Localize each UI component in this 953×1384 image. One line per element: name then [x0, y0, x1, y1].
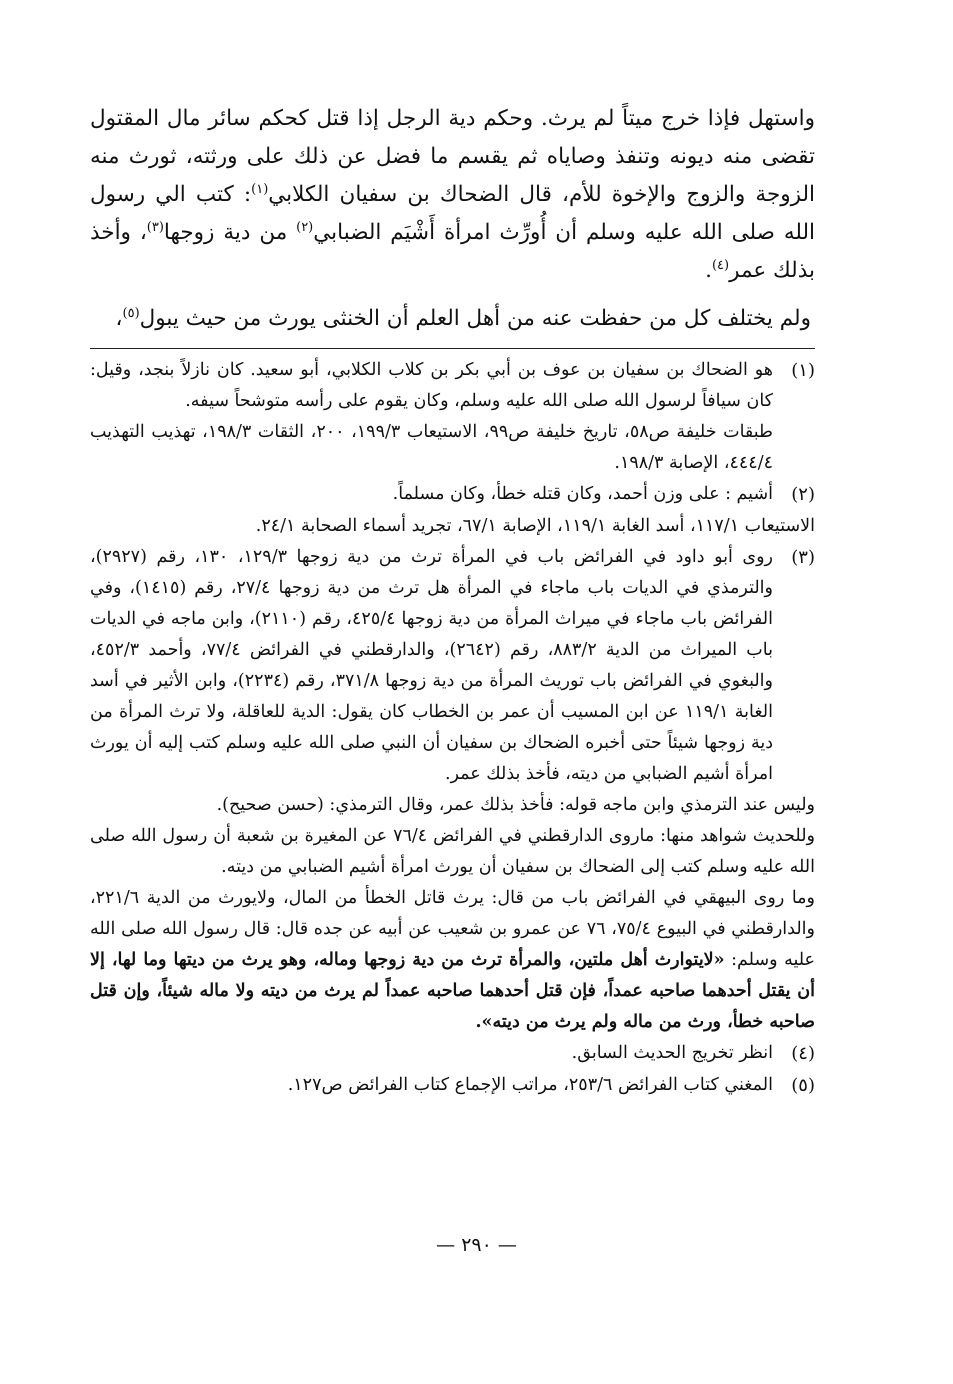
para1-text: واستهل فإذا خرج ميتاً لم يرث. وحكم دية الرجل إذا قتل كحكم سائر مال المقتول تقضى منه ديونه وتنفذ وصاياه ثم يقسم ما فضل عن ذلك على ورثته، ثورث منه الزوجة والزوج والإخوة للأم، قال الضحاك بن سفيان الكلابي — [90, 106, 816, 207]
footnote-ref-1: (١) — [251, 181, 269, 197]
footnote-3 — [90, 542, 815, 790]
footnotes — [90, 355, 815, 1102]
footnote-ref-4: (٤) — [711, 257, 730, 273]
footnote-sources: الاستيعاب ١١٧/١، أسد الغابة ١١٩/١، الإصابة ٦٧/١، تجريد أسماء الصحابة ٢٤/١. — [255, 516, 815, 536]
para1d-text: ، وأخذ بذلك عمر — [90, 220, 815, 283]
footnote-number: (٣) — [791, 547, 815, 568]
page-content — [90, 100, 815, 1102]
footnote-text: انظر تخريج الحديث السابق. — [571, 1043, 773, 1063]
footnote-number: (٤) — [791, 1043, 815, 1064]
para2-text: ولم يختلف كل من حفظت عنه من أهل العلم أن الخنثى يورث من حيث يبول — [139, 306, 811, 331]
footnote-5 — [90, 1070, 815, 1102]
footnote-continuation: وليس عند الترمذي وابن ماجه قوله: فأخذ بذلك عمر، وقال الترمذي: (حسن صحيح). — [216, 795, 815, 815]
footnote-ref-3: (٣) — [146, 219, 164, 235]
footnote-text: أشيم : على وزن أحمد، وكان قتله خطأ، وكان مسلماً. — [392, 484, 773, 504]
para2b-text: ، — [115, 306, 123, 331]
main-paragraph-2 — [90, 300, 815, 338]
page-number: — ٢٩٠ — — [436, 1234, 517, 1256]
footnote-4 — [90, 1038, 815, 1070]
footnote-ref-2: (٢) — [296, 219, 314, 235]
footnote-number: (٥) — [791, 1075, 815, 1096]
main-text — [90, 100, 815, 338]
para1b-text: : كتب الي رسول الله صلى الله عليه وسلم أن أُورِّث امرأة أَشْيَم الضبابي — [90, 182, 815, 245]
para1c-text: من دية زوجها — [163, 220, 297, 245]
footnote-continuation: وللحديث شواهد منها: ماروى الدارقطني في الفرائض ٧٦/٤ عن المغيرة بن شعبة أن رسول الله صلى الله عليه وسلم كتب إلى الضحاك بن سفيان أن يورث امرأة أشيم الضبابي من ديته. — [90, 826, 815, 877]
footnote-text: روى أبو داود في الفرائض باب في المرأة ترث من دية زوجها ١٢٩/٣، ١٣٠، رقم (٢٩٢٧)، والترمذي في الديات باب ماجاء في المرأة هل ترث من دية زوجها ٢٧/٤، رقم (١٤١٥)، وفي الفرائض باب ماجاء في ميراث المرأة من دية زوجها ٤٢٥/٤، رقم (٢١١٠)، وابن ماجه في الديات باب الميراث من الدية ٨٨٣/٢، رقم (٢٦٤٢)، والدارقطني في الفرائض ٧٧/٤، وأحمد ٤٥٢/٣، والبغوي في الفرائض باب توريث المرأة من دية زوجها ٣٧١/٨، رقم (٢٢٣٤)، وابن الأثير في أسد الغابة ١١٩/١ عن ابن المسيب أن عمر بن الخطاب كان يقول: الدية للعاقلة، ولا ترث المرأة من دية زوجها شيئاً حتى أخبره الضحاك بن سفيان أن النبي صلى الله عليه وسلم كتب إليه أن يورث امرأة أشيم الضبابي من ديته، فأخذ بذلك عمر. — [90, 547, 773, 784]
footnote-2 — [90, 479, 815, 511]
footnote-sources: طبقات خليفة ص٥٨، تاريخ خليفة ص٩٩، الاستيعاب ١٩٩/٣، ٢٠٠، الثقات ١٩٨/٣، تهذيب التهذيب ٤٤٤/٤، الإصابة ١٩٨/٣. — [90, 422, 773, 473]
hadith-intro: وما روى البيهقي في الفرائض باب من قال: يرث قاتل الخطأ من المال، ولايورث من الدية ٢٢١/٦، والدارقطني في البيوع ٧٥/٤، ٧٦ عن عمرو بن شعيب عن أبيه عن جده قال: قال رسول الله صلى الله عليه وسلم: — [90, 888, 815, 970]
footnote-divider — [90, 348, 815, 349]
footnote-text: هو الضحاك بن سفيان بن عوف بن أبي بكر بن كلاب الكلابي، أبو سعيد. كان نازلاً بنجد، وقيل: كان سيافاً لرسول الله صلى الله عليه وسلم، وكان يقوم على رأسه متوشحاً سيفه. — [90, 360, 773, 411]
main-paragraph-1 — [90, 100, 815, 290]
footnote-text: المغني كتاب الفرائض ٢٥٣/٦، مراتب الإجماع كتاب الفرائض ص١٢٧. — [287, 1075, 773, 1095]
footnote-number: (١) — [791, 360, 815, 381]
para1e-text: . — [705, 258, 712, 283]
hadith-quote: «لايتوارث أهل ملتين، والمرأة ترث من دية زوجها وماله، وهو يرث من ديتها وما لها، إلا أن يقتل أحدهما صاحبه عمداً، فإن قتل أحدهما صاحبه عمداً لم يرث من ديته ولا ماله شيئاً، وإن قتل صاحبه خطأ، ورث من ماله ولم يرث من ديته». — [90, 950, 815, 1032]
footnote-continuation — [90, 883, 815, 1038]
footnote-ref-5: (٥) — [122, 305, 140, 321]
footnote-number: (٢) — [791, 484, 815, 505]
footnote-1 — [90, 355, 815, 479]
